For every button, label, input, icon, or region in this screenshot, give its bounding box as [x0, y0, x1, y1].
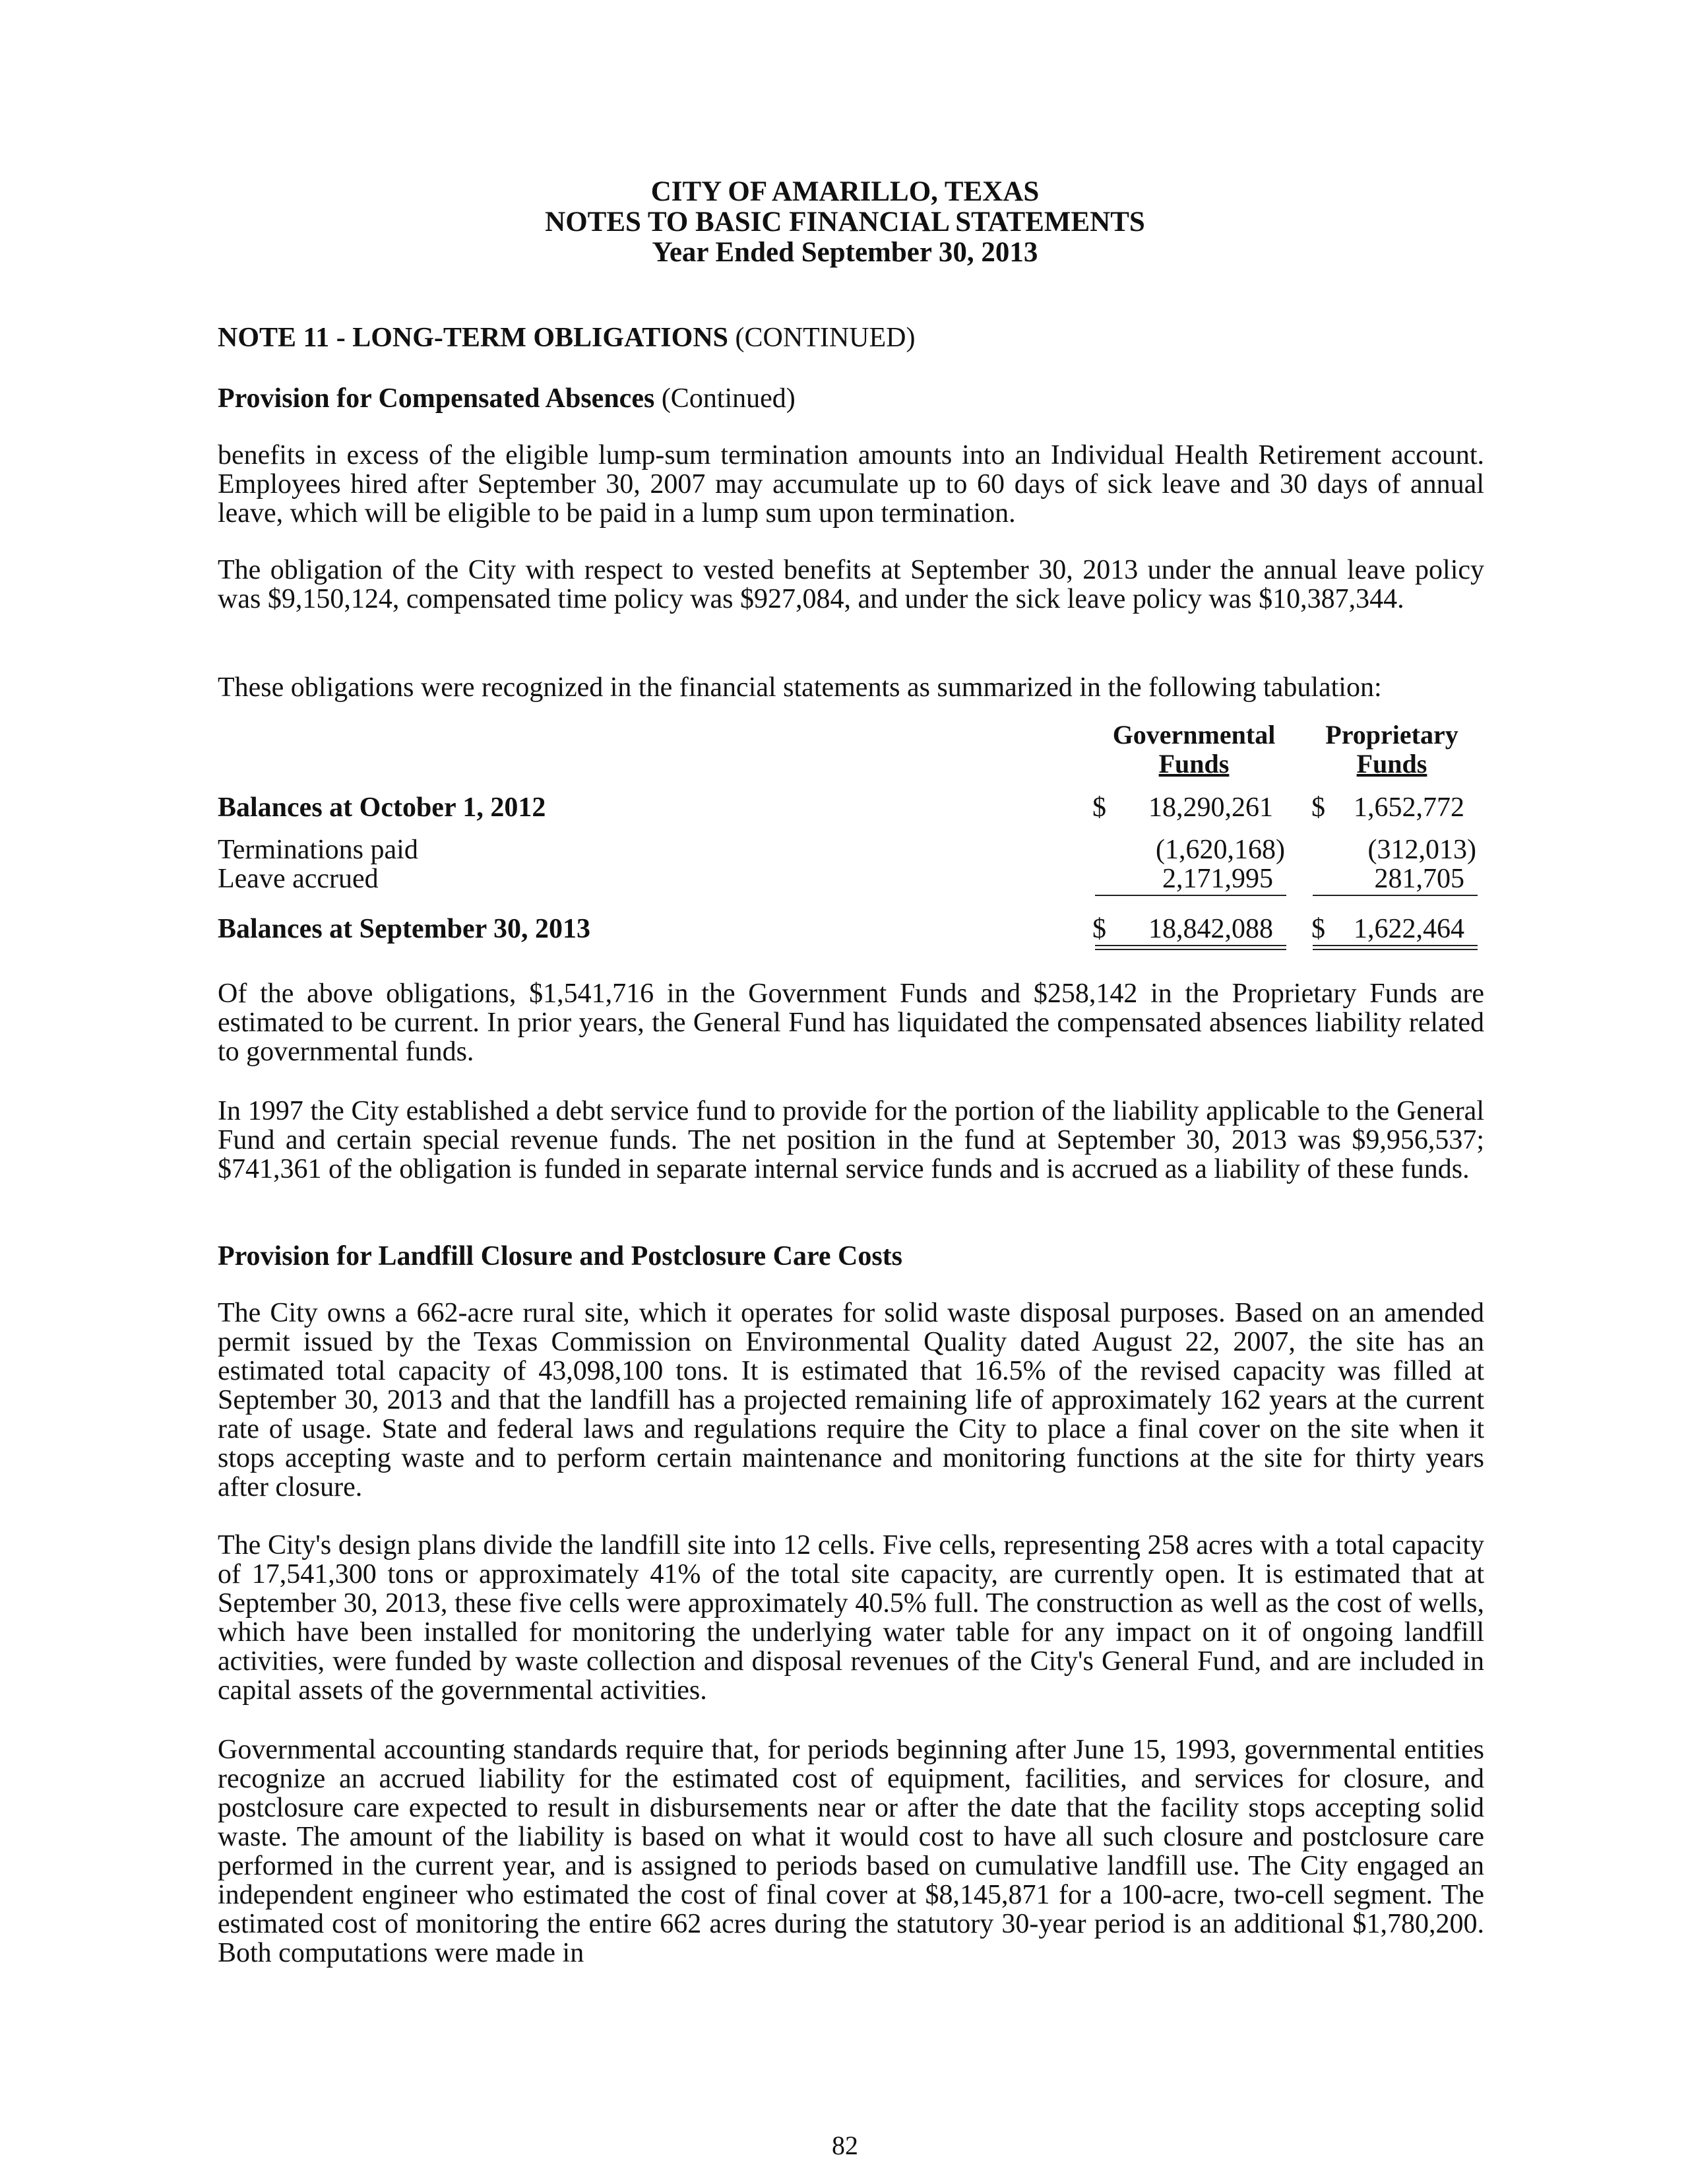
cell-gov-closing: 18,842,088 [1148, 914, 1273, 944]
document-header [0, 177, 1690, 268]
total-rule-gov-1 [1095, 945, 1286, 946]
col-header-governmental [1095, 721, 1293, 779]
currency-symbol: $ [1311, 914, 1325, 944]
currency-symbol: $ [1311, 792, 1325, 823]
cell-prop-opening: 1,652,772 [1354, 792, 1464, 823]
row-label-accrued: Leave accrued [218, 864, 379, 894]
paragraph-8: Governmental accounting standards require that, for periods beginning after June 15, 1993, governmental entities recognize an accrued liability for the estimated cost of equipment, facilities, and services for closure, and postclosure care expected to result in disbursements near or after the date that the facility stops accepting solid waste. The amount of the liability is based on what it would cost to have all such closure and postclosure care performed in the current year, and is assigned to periods based on cumulative landfill use. The City engaged an independent engineer who estimated the cost of final cover at $8,145,871 for a 100-acre, two-cell segment. The estimated cost of monitoring the entire 662 acres during the statutory 30-year period is an additional $1,780,200. Both computations were made in [218, 1735, 1484, 1968]
cell-gov-accrued: 2,171,995 [1162, 864, 1273, 894]
paragraph-3: These obligations were recognized in the financial statements as summarized in the following tabulation: [218, 672, 1382, 703]
subtotal-rule-gov [1095, 895, 1286, 896]
section-heading-suffix: (Continued) [654, 383, 796, 414]
col-header-proprietary-line2: Funds [1356, 749, 1427, 779]
paragraph-4: Of the above obligations, $1,541,716 in the Government Funds and $258,142 in the Proprietary Funds are estimated to be current. In prior years, the General Fund has liquidated the compensated absences liability related to governmental funds. [218, 979, 1484, 1067]
paragraph-6: The City owns a 662-acre rural site, which it operates for solid waste disposal purposes. Based on an amended permit issued by the Texas Commission on Environmental Quality dated August 22, 2007, the site has an estimated total capacity of 43,098,100 tons. It is estimated that 16.5% of the revised capacity was filled at September 30, 2013 and that the landfill has a projected remaining life of approximately 162 years at the current rate of usage. State and federal laws and regulations require the City to place a final cover on the site when it stops accepting waste and to perform certain maintenance and monitoring functions at the site for thirty years after closure. [218, 1298, 1484, 1502]
subtotal-rule-prop [1313, 895, 1478, 896]
paragraph-2: The obligation of the City with respect to vested benefits at September 30, 2013 under the annual leave policy was $9,150,124, compensated time policy was $927,084, and under the sick leave policy was $10,387,344. [218, 555, 1484, 614]
header-period: Year Ended September 30, 2013 [652, 237, 1038, 268]
note-title-suffix: (CONTINUED) [728, 323, 916, 353]
paragraph-5: In 1997 the City established a debt service fund to provide for the portion of the liability applicable to the General Fund and certain special revenue funds. The net position in the fund at September 30, 2013 was $9,956,537; $741,361 of the obligation is funded in separate internal service funds and is accrued as a liability of these funds. [218, 1096, 1484, 1184]
total-rule-gov-2 [1095, 949, 1286, 950]
col-header-proprietary [1306, 721, 1478, 779]
col-header-proprietary-line1: Proprietary [1325, 720, 1458, 750]
note-title [218, 323, 1484, 352]
row-label-opening: Balances at October 1, 2012 [218, 792, 546, 823]
section-heading-compensated-absences [218, 384, 1484, 413]
section-heading-landfill: Provision for Landfill Closure and Postclosure Care Costs [218, 1241, 903, 1271]
header-entity: CITY OF AMARILLO, TEXAS [650, 176, 1040, 207]
section-heading-bold: Provision for Compensated Absences [218, 383, 655, 414]
paragraph-7: The City's design plans divide the landfill site into 12 cells. Five cells, representing 258 acres with a total capacity of 17,541,300 tons or approximately 41% of the total site capacity, are currently open. It is estimated that at September 30, 2013, these five cells were approximately 40.5% full. The construction as well as the cost of wells, which have been installed for monitoring the underlying water table for any impact on it of ongoing landfill activities, were funded by waste collection and disposal revenues of the City's General Fund, and are included in capital assets of the governmental activities. [218, 1530, 1484, 1706]
cell-prop-closing: 1,622,464 [1354, 914, 1464, 944]
total-rule-prop-1 [1313, 945, 1478, 946]
row-label-closing: Balances at September 30, 2013 [218, 914, 591, 944]
note-title-bold: NOTE 11 - LONG-TERM OBLIGATIONS [218, 323, 729, 353]
page-number: 82 [832, 2131, 858, 2160]
paragraph-1: benefits in excess of the eligible lump-sum termination amounts into an Individual Health Retirement account. Employees hired after September 30, 2007 may accumulate up to 60 days of sick leave and 30 days of annual leave, which will be eligible to be paid in a lump sum upon termination. [218, 440, 1484, 529]
col-header-governmental-line2: Funds [1158, 749, 1230, 779]
row-label-terminations: Terminations paid [218, 835, 418, 865]
col-header-governmental-line1: Governmental [1112, 720, 1276, 750]
header-title: NOTES TO BASIC FINANCIAL STATEMENTS [545, 207, 1145, 238]
currency-symbol: $ [1092, 914, 1106, 944]
cell-gov-terminations: (1,620,168) [1156, 835, 1285, 865]
cell-prop-terminations: (312,013) [1367, 835, 1476, 865]
cell-gov-opening: 18,290,261 [1148, 792, 1273, 823]
cell-prop-accrued: 281,705 [1374, 864, 1464, 894]
currency-symbol: $ [1092, 792, 1106, 823]
total-rule-prop-2 [1313, 949, 1478, 950]
